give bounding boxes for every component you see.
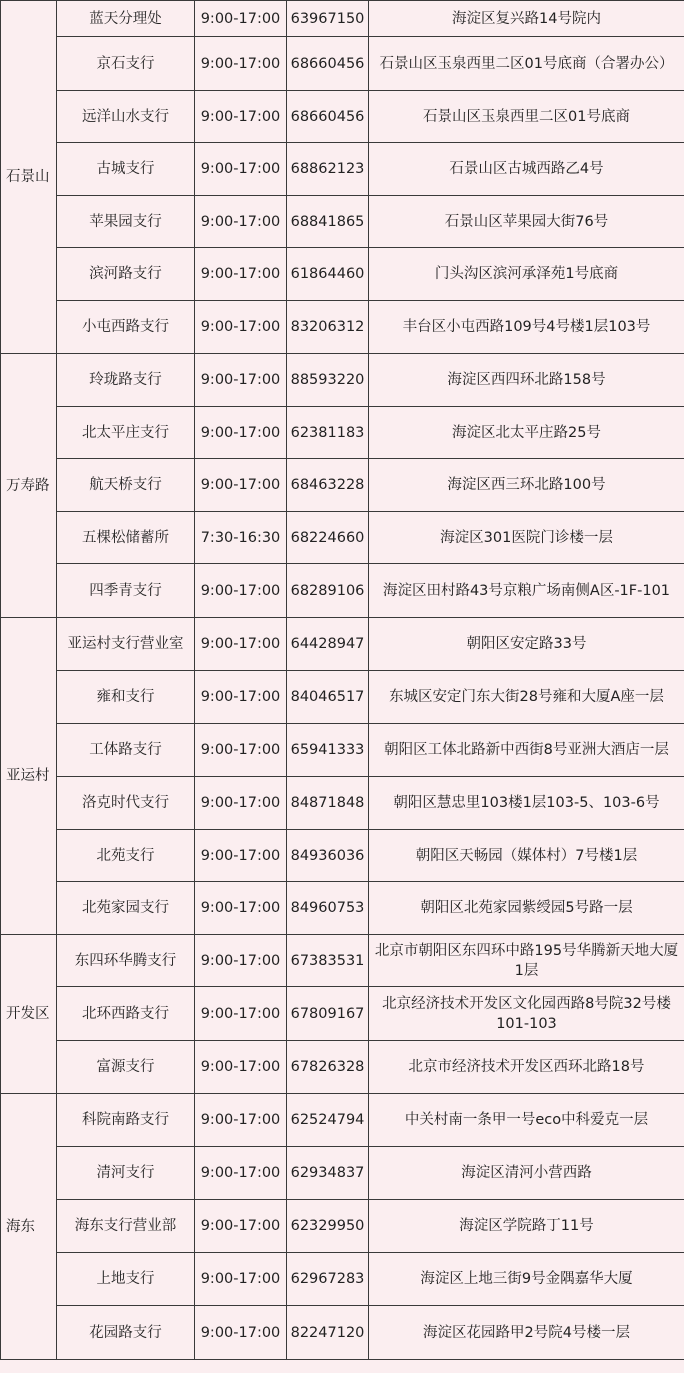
branch-name-cell: 北苑家园支行 (57, 882, 195, 935)
branch-name-cell: 海东支行营业部 (57, 1200, 195, 1253)
branch-name-cell: 工体路支行 (57, 724, 195, 777)
address-cell: 朝阳区慧忠里103楼1层103-5、103-6号 (369, 777, 684, 830)
address-cell: 北京经济技术开发区文化园西路8号院32号楼101-103 (369, 987, 684, 1041)
phone-cell: 84960753 (287, 882, 369, 935)
address-cell: 北京市朝阳区东四环中路195号华腾新天地大厦1层 (369, 935, 684, 987)
phone-cell: 82247120 (287, 1306, 369, 1360)
table-row (1, 512, 684, 564)
address-cell: 海淀区复兴路14号院内 (369, 1, 684, 37)
hours-cell: 9:00-17:00 (195, 1147, 287, 1200)
hours-cell: 9:00-17:00 (195, 1253, 287, 1306)
district-cell: 万寿路 (1, 354, 57, 618)
branch-name-cell: 古城支行 (57, 143, 195, 196)
table-row (1, 777, 684, 830)
table-row (1, 935, 684, 987)
phone-cell: 62934837 (287, 1147, 369, 1200)
phone-cell: 64428947 (287, 618, 369, 671)
hours-cell: 9:00-17:00 (195, 91, 287, 143)
hours-cell: 9:00-17:00 (195, 248, 287, 301)
branch-name-cell: 富源支行 (57, 1041, 195, 1094)
phone-cell: 65941333 (287, 724, 369, 777)
table-row (1, 987, 684, 1041)
address-cell: 朝阳区天畅园（媒体村）7号楼1层 (369, 830, 684, 882)
branch-name-cell: 苹果园支行 (57, 196, 195, 248)
branch-name-cell: 雍和支行 (57, 671, 195, 724)
phone-cell: 67826328 (287, 1041, 369, 1094)
branch-name-cell: 北环西路支行 (57, 987, 195, 1041)
hours-cell: 9:00-17:00 (195, 1094, 287, 1147)
branch-table-body (1, 1, 684, 1360)
branch-name-cell: 北太平庄支行 (57, 407, 195, 459)
hours-cell: 9:00-17:00 (195, 143, 287, 196)
address-cell: 海淀区清河小营西路 (369, 1147, 684, 1200)
table-row (1, 1, 684, 37)
table-row (1, 830, 684, 882)
phone-cell: 68862123 (287, 143, 369, 196)
address-cell: 石景山区苹果园大街76号 (369, 196, 684, 248)
address-cell: 海淀区西四环北路158号 (369, 354, 684, 407)
table-row (1, 37, 684, 91)
address-cell: 中关村南一条甲一号eco中科爱克一层 (369, 1094, 684, 1147)
hours-cell: 9:00-17:00 (195, 301, 287, 354)
phone-cell: 84936036 (287, 830, 369, 882)
phone-cell: 68289106 (287, 564, 369, 618)
branch-name-cell: 花园路支行 (57, 1306, 195, 1360)
table-row (1, 671, 684, 724)
hours-cell: 9:00-17:00 (195, 1041, 287, 1094)
table-row (1, 1306, 684, 1360)
table-row (1, 1253, 684, 1306)
branch-name-cell: 科院南路支行 (57, 1094, 195, 1147)
district-cell: 海东 (1, 1094, 57, 1360)
table-row (1, 1041, 684, 1094)
phone-cell: 88593220 (287, 354, 369, 407)
address-cell: 海淀区上地三街9号金隅嘉华大厦 (369, 1253, 684, 1306)
branch-name-cell: 五棵松储蓄所 (57, 512, 195, 564)
district-cell: 亚运村 (1, 618, 57, 935)
branch-name-cell: 亚运村支行营业室 (57, 618, 195, 671)
table-row (1, 407, 684, 459)
table-row (1, 724, 684, 777)
hours-cell: 9:00-17:00 (195, 196, 287, 248)
table-row (1, 91, 684, 143)
hours-cell: 9:00-17:00 (195, 724, 287, 777)
phone-cell: 83206312 (287, 301, 369, 354)
table-row (1, 143, 684, 196)
table-row (1, 459, 684, 512)
table-row (1, 618, 684, 671)
address-cell: 石景山区玉泉西里二区01号底商 (369, 91, 684, 143)
address-cell: 朝阳区北苑家园紫绶园5号路一层 (369, 882, 684, 935)
branch-name-cell: 北苑支行 (57, 830, 195, 882)
table-row (1, 301, 684, 354)
table-row (1, 1147, 684, 1200)
address-cell: 朝阳区工体北路新中西街8号亚洲大酒店一层 (369, 724, 684, 777)
phone-cell: 62524794 (287, 1094, 369, 1147)
branch-name-cell: 蓝天分理处 (57, 1, 195, 37)
phone-cell: 61864460 (287, 248, 369, 301)
branch-name-cell: 东四环华腾支行 (57, 935, 195, 987)
hours-cell: 7:30-16:30 (195, 512, 287, 564)
address-cell: 海淀区学院路丁11号 (369, 1200, 684, 1253)
district-cell: 开发区 (1, 935, 57, 1094)
table-row (1, 354, 684, 407)
branch-name-cell: 洛克时代支行 (57, 777, 195, 830)
address-cell: 海淀区西三环北路100号 (369, 459, 684, 512)
hours-cell: 9:00-17:00 (195, 618, 287, 671)
phone-cell: 84871848 (287, 777, 369, 830)
branch-name-cell: 航天桥支行 (57, 459, 195, 512)
hours-cell: 9:00-17:00 (195, 1, 287, 37)
address-cell: 海淀区301医院门诊楼一层 (369, 512, 684, 564)
phone-cell: 68660456 (287, 91, 369, 143)
table-row (1, 248, 684, 301)
branch-name-cell: 滨河路支行 (57, 248, 195, 301)
table-row (1, 564, 684, 618)
hours-cell: 9:00-17:00 (195, 564, 287, 618)
hours-cell: 9:00-17:00 (195, 987, 287, 1041)
phone-cell: 62967283 (287, 1253, 369, 1306)
table-row (1, 196, 684, 248)
hours-cell: 9:00-17:00 (195, 459, 287, 512)
hours-cell: 9:00-17:00 (195, 407, 287, 459)
address-cell: 丰台区小屯西路109号4号楼1层103号 (369, 301, 684, 354)
branch-name-cell: 四季青支行 (57, 564, 195, 618)
branch-name-cell: 远洋山水支行 (57, 91, 195, 143)
table-row (1, 1094, 684, 1147)
hours-cell: 9:00-17:00 (195, 830, 287, 882)
branch-name-cell: 上地支行 (57, 1253, 195, 1306)
branch-name-cell: 小屯西路支行 (57, 301, 195, 354)
phone-cell: 63967150 (287, 1, 369, 37)
phone-cell: 67809167 (287, 987, 369, 1041)
hours-cell: 9:00-17:00 (195, 882, 287, 935)
hours-cell: 9:00-17:00 (195, 1306, 287, 1360)
address-cell: 海淀区田村路43号京粮广场南侧A区-1F-101 (369, 564, 684, 618)
phone-cell: 84046517 (287, 671, 369, 724)
hours-cell: 9:00-17:00 (195, 37, 287, 91)
hours-cell: 9:00-17:00 (195, 354, 287, 407)
table-row (1, 882, 684, 935)
phone-cell: 68463228 (287, 459, 369, 512)
address-cell: 北京市经济技术开发区西环北路18号 (369, 1041, 684, 1094)
phone-cell: 62381183 (287, 407, 369, 459)
district-cell: 石景山 (1, 1, 57, 354)
branch-name-cell: 京石支行 (57, 37, 195, 91)
address-cell: 海淀区北太平庄路25号 (369, 407, 684, 459)
phone-cell: 68841865 (287, 196, 369, 248)
hours-cell: 9:00-17:00 (195, 671, 287, 724)
address-cell: 海淀区花园路甲2号院4号楼一层 (369, 1306, 684, 1360)
hours-cell: 9:00-17:00 (195, 935, 287, 987)
address-cell: 朝阳区安定路33号 (369, 618, 684, 671)
hours-cell: 9:00-17:00 (195, 777, 287, 830)
branch-name-cell: 清河支行 (57, 1147, 195, 1200)
hours-cell: 9:00-17:00 (195, 1200, 287, 1253)
phone-cell: 68224660 (287, 512, 369, 564)
phone-cell: 62329950 (287, 1200, 369, 1253)
address-cell: 石景山区玉泉西里二区01号底商（合署办公） (369, 37, 684, 91)
address-cell: 石景山区古城西路乙4号 (369, 143, 684, 196)
address-cell: 东城区安定门东大街28号雍和大厦A座一层 (369, 671, 684, 724)
branch-name-cell: 玲珑路支行 (57, 354, 195, 407)
phone-cell: 67383531 (287, 935, 369, 987)
table-row (1, 1200, 684, 1253)
phone-cell: 68660456 (287, 37, 369, 91)
address-cell: 门头沟区滨河承泽苑1号底商 (369, 248, 684, 301)
